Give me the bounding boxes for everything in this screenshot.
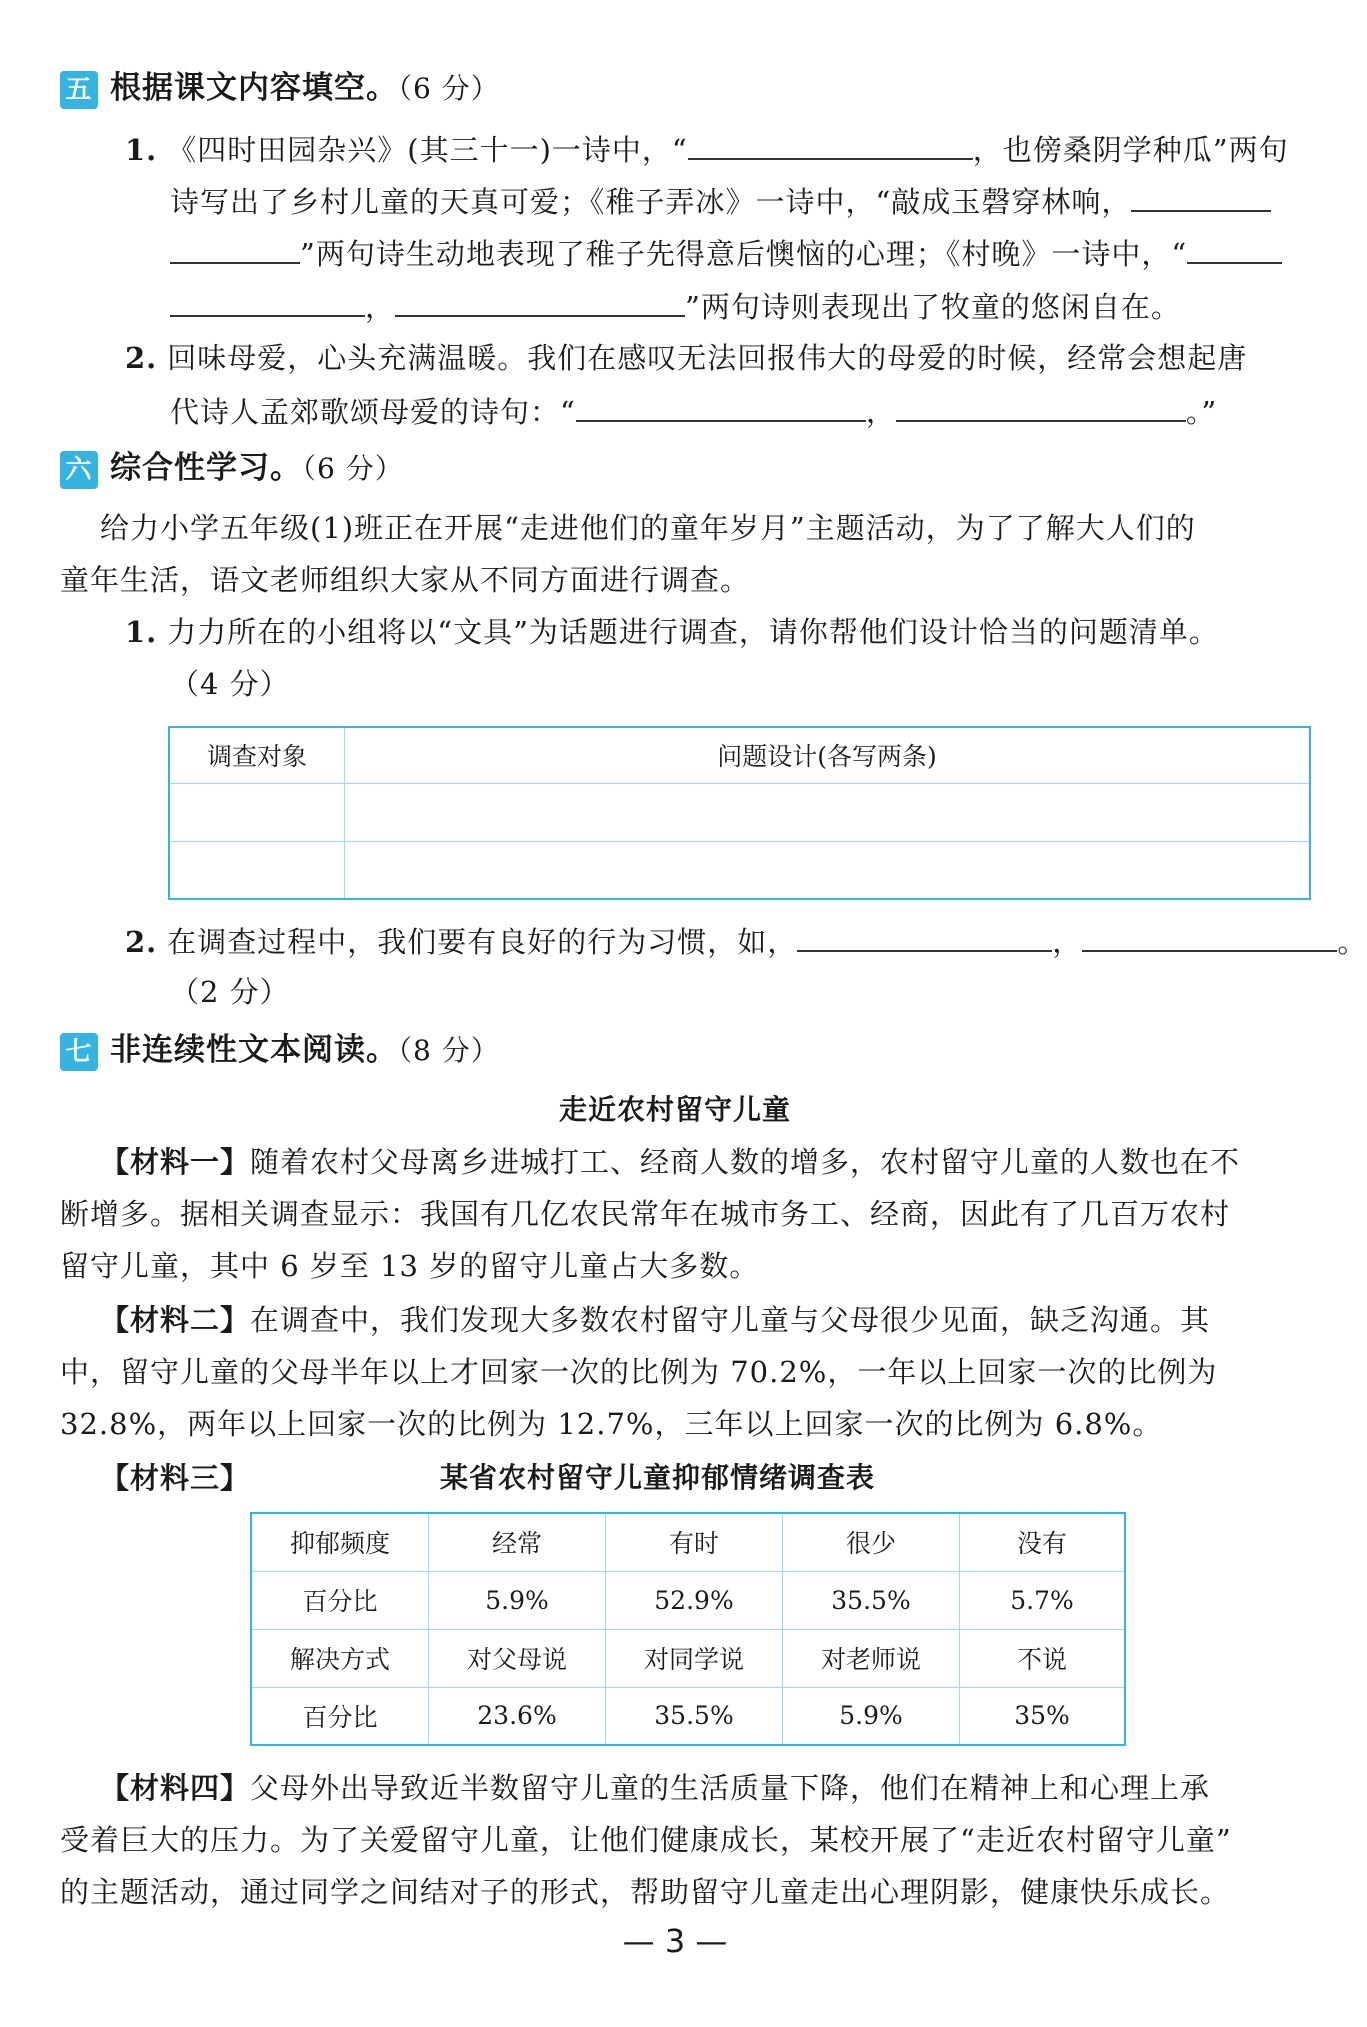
s5-q1-text-3: ”两句诗生动地表现了稚子先得意后懊恼的心理；《村晚》一诗中，“: [300, 237, 1188, 271]
material-1-line1: [100, 1142, 1240, 1182]
table-header-cell: 调查对象: [169, 727, 345, 783]
s6-q2-text-a: 在调查过程中，我们要有良好的行为习惯，如，: [167, 925, 798, 959]
section-6-badge: 六: [60, 451, 98, 489]
s6-q2-text-b: ，: [1052, 925, 1083, 959]
s6-q2-text-c: 。: [1337, 925, 1367, 959]
material-4-line3: 的主题活动，通过同学之间结对子的形式，帮助留守儿童走出心理阴影，健康快乐成长。: [60, 1875, 1231, 1909]
table-cell: 百分比: [251, 1687, 429, 1745]
table-cell: 很少: [783, 1513, 960, 1571]
table-cell: 对老师说: [783, 1629, 960, 1687]
material-2-line2: 中，留守儿童的父母半年以上才回家一次的比例为 70.2%，一年以上回家一次的比例为: [60, 1355, 1218, 1389]
survey-design-table: [168, 726, 1311, 900]
section-7-badge: 七: [60, 1033, 98, 1071]
s5-q1-blank-3[interactable]: [170, 232, 300, 264]
s5-q2-line2: [170, 390, 1217, 432]
s6-q1-number: 1.: [125, 615, 158, 649]
s5-q2-text-2b: ，: [865, 395, 896, 429]
s5-q2-line1: [125, 338, 1247, 378]
section-7-heading: [60, 1030, 500, 1071]
table-cell: 对父母说: [429, 1629, 606, 1687]
material-3-label: 【材料三】: [100, 1461, 251, 1495]
material-4-text-1: 父母外出导致近半数留守儿童的生活质量下降，他们在精神上和心理上承: [250, 1771, 1211, 1805]
s5-q1-line4: [170, 285, 1181, 327]
table-cell: 有时: [606, 1513, 783, 1571]
s5-q1-line3: [170, 232, 1282, 274]
s5-q1-blank-5[interactable]: [170, 285, 365, 317]
material-3-title: 某省农村留守儿童抑郁情绪调查表: [440, 1461, 876, 1494]
table-header-cell: 问题设计(各写两条): [345, 727, 1311, 783]
table-cell: 35.5%: [783, 1571, 960, 1629]
section-7-title: 非连续性文本阅读。: [110, 1032, 398, 1068]
table-cell-input[interactable]: [345, 783, 1311, 841]
s5-q2-text-2a: 代诗人孟郊歌颂母爱的诗句：“: [170, 395, 576, 429]
s5-q1-number: 1.: [125, 133, 158, 167]
material-2-line3: 32.8%，两年以上回家一次的比例为 12.7%，三年以上回家一次的比例为 6.8%。: [60, 1407, 1163, 1441]
material-4-line1: [100, 1768, 1210, 1808]
material-1-label: 【材料一】: [100, 1145, 251, 1179]
s5-q1-text-2a: 诗写出了乡村儿童的天真可爱；《稚子弄冰》一诗中，“敲成玉磬穿林响，: [170, 185, 1132, 219]
s5-q2-number: 2.: [125, 341, 158, 375]
section-5-score: （6 分）: [398, 72, 500, 105]
material-1-text-1: 随着农村父母离乡进城打工、经商人数的增多，农村留守儿童的人数也在不: [250, 1145, 1241, 1179]
material-2-label: 【材料二】: [100, 1303, 251, 1337]
table-cell-input[interactable]: [345, 841, 1311, 899]
table-cell: 5.9%: [783, 1687, 960, 1745]
s5-q1-text-1b: ，也傍桑阴学种瓜”两句: [972, 133, 1289, 167]
s5-q1-text-1a: 《四时田园杂兴》(其三十一)一诗中，“: [167, 133, 688, 167]
s6-q1-text: 力力所在的小组将以“文具”为话题进行调查，请你帮他们设计恰当的问题清单。: [167, 615, 1219, 649]
section-7-score: （8 分）: [398, 1034, 500, 1067]
article-title: 走近农村留守儿童: [558, 1093, 791, 1126]
section-6-title: 综合性学习。: [110, 450, 302, 486]
s6-q2-line1: [125, 920, 1367, 962]
s6-intro-line2: 童年生活，语文老师组织大家从不同方面进行调查。: [60, 563, 751, 597]
table-cell: 52.9%: [606, 1571, 783, 1629]
section-6-score: （6 分）: [302, 452, 404, 485]
table-cell: 对同学说: [606, 1629, 783, 1687]
section-5-badge: 五: [60, 71, 98, 109]
table-cell: 35%: [960, 1687, 1126, 1745]
table-cell: 不说: [960, 1629, 1126, 1687]
depression-survey-table: [250, 1512, 1126, 1746]
table-cell: 百分比: [251, 1571, 429, 1629]
s6-q2-blank-2[interactable]: [1082, 920, 1337, 952]
s5-q2-text-2c: 。”: [1185, 395, 1218, 429]
s5-q1-line1: [125, 128, 1289, 170]
table-cell: 没有: [960, 1513, 1126, 1571]
material-2-text-1: 在调查中，我们发现大多数农村留守儿童与父母很少见面，缺乏沟通。其: [250, 1303, 1211, 1337]
s5-q1-text-4a: ，: [365, 290, 396, 324]
s6-intro-line1: 给力小学五年级(1)班正在开展“走进他们的童年岁月”主题活动，为了了解大人们的: [100, 511, 1196, 545]
material-2-line1: [100, 1300, 1210, 1340]
s5-q2-text-1: 回味母爱，心头充满温暖。我们在感叹无法回报伟大的母爱的时候，经常会想起唐: [167, 341, 1248, 375]
s6-q1-line1: [125, 612, 1219, 652]
s5-q1-line2: [170, 180, 1271, 222]
s5-q1-blank-1[interactable]: [688, 128, 973, 160]
table-cell: 抑郁频度: [251, 1513, 429, 1571]
s6-q2-blank-1[interactable]: [797, 920, 1052, 952]
material-1-line2: 断增多。据相关调查显示：我国有几亿农民常年在城市务工、经商，因此有了几百万农村: [60, 1197, 1231, 1231]
s5-q2-blank-2[interactable]: [896, 390, 1186, 422]
table-cell: 解决方式: [251, 1629, 429, 1687]
s6-q1-score: （4 分）: [170, 667, 290, 701]
s6-q2-number: 2.: [125, 925, 158, 959]
table-cell: 5.9%: [429, 1571, 606, 1629]
s5-q1-blank-4[interactable]: [1187, 232, 1282, 264]
s5-q1-text-4b: ”两句诗则表现出了牧童的悠闲自在。: [685, 290, 1181, 324]
page-number: — 3 —: [622, 1922, 728, 1960]
material-3-heading: [100, 1458, 250, 1498]
s5-q1-blank-2[interactable]: [1131, 180, 1271, 212]
section-6-heading: [60, 448, 404, 489]
s5-q1-blank-6[interactable]: [395, 285, 685, 317]
table-cell: 35.5%: [606, 1687, 783, 1745]
material-1-line3: 留守儿童，其中 6 岁至 13 岁的留守儿童占大多数。: [60, 1249, 760, 1283]
table-cell: 5.7%: [960, 1571, 1126, 1629]
table-cell: 经常: [429, 1513, 606, 1571]
s5-q2-blank-1[interactable]: [576, 390, 866, 422]
section-5-heading: [60, 68, 500, 109]
material-4-line2: 受着巨大的压力。为了关爱留守儿童，让他们健康成长，某校开展了“走近农村留守儿童”: [60, 1823, 1232, 1857]
table-cell-input[interactable]: [169, 783, 345, 841]
material-4-label: 【材料四】: [100, 1771, 251, 1805]
s6-q2-score: （2 分）: [170, 975, 290, 1009]
table-cell: 23.6%: [429, 1687, 606, 1745]
table-cell-input[interactable]: [169, 841, 345, 899]
section-5-title: 根据课文内容填空。: [110, 70, 398, 106]
